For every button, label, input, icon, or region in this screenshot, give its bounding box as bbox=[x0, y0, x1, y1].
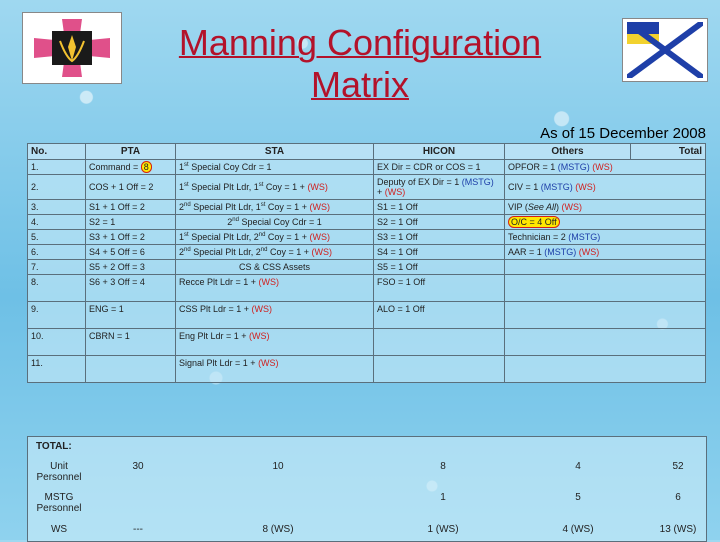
table-row bbox=[28, 260, 706, 275]
cell-others bbox=[505, 275, 706, 302]
cell-sta: 2nd Special Plt Ldr, 1st Coy = 1 + (WS) bbox=[176, 200, 374, 215]
cell-no: 7. bbox=[28, 260, 86, 275]
header-pta: PTA bbox=[86, 144, 176, 160]
unit-hicon-total: 8 bbox=[440, 461, 446, 472]
table-row bbox=[28, 245, 706, 260]
cell-no: 2. bbox=[28, 175, 86, 200]
table-row bbox=[28, 329, 706, 356]
table-row bbox=[28, 215, 706, 230]
cell-sta: CS & CSS Assets bbox=[176, 260, 374, 275]
cell-no: 6. bbox=[28, 245, 86, 260]
table-row bbox=[28, 160, 706, 175]
cell-hicon: S1 = 1 Off bbox=[374, 200, 505, 215]
cell-no: 5. bbox=[28, 230, 86, 245]
cell-no: 3. bbox=[28, 200, 86, 215]
cell-others: Technician = 2 (MSTG) bbox=[505, 230, 706, 245]
cell-hicon: S2 = 1 Off bbox=[374, 215, 505, 230]
manning-matrix-table bbox=[27, 143, 706, 383]
ws-pta-total: --- bbox=[133, 524, 143, 535]
cell-no: 1. bbox=[28, 160, 86, 175]
ws-others-total: 4 (WS) bbox=[562, 524, 594, 535]
cell-pta: S5 + 2 Off = 3 bbox=[86, 260, 176, 275]
header-row bbox=[28, 144, 706, 160]
cell-sta: 2nd Special Plt Ldr, 2nd Coy = 1 + (WS) bbox=[176, 245, 374, 260]
cell-pta: ENG = 1 bbox=[86, 302, 176, 329]
totals-label: TOTAL: bbox=[36, 441, 72, 452]
table-row bbox=[28, 175, 706, 200]
unit-personnel-label: Unit Personnel bbox=[36, 461, 82, 483]
cell-sta: 1st Special Plt Ldr, 1st Coy = 1 + (WS) bbox=[176, 175, 374, 200]
cell-pta: S2 = 1 bbox=[86, 215, 176, 230]
table-row bbox=[28, 200, 706, 215]
cell-hicon bbox=[374, 329, 505, 356]
cell-sta: Eng Plt Ldr = 1 + (WS) bbox=[176, 329, 374, 356]
header-hicon: HICON bbox=[374, 144, 505, 160]
cell-sta: CSS Plt Ldr = 1 + (WS) bbox=[176, 302, 374, 329]
table-row bbox=[28, 275, 706, 302]
ws-sta-total: 8 (WS) bbox=[262, 524, 294, 535]
cell-hicon: EX Dir = CDR or COS = 1 bbox=[374, 160, 505, 175]
cell-hicon bbox=[374, 356, 505, 383]
cell-no: 10. bbox=[28, 329, 86, 356]
cell-pta: S3 + 1 Off = 2 bbox=[86, 230, 176, 245]
header-no: No. bbox=[28, 144, 86, 160]
totals-section bbox=[27, 436, 707, 542]
cell-pta: S1 + 1 Off = 2 bbox=[86, 200, 176, 215]
cell-hicon: S5 = 1 Off bbox=[374, 260, 505, 275]
cell-sta: Recce Plt Ldr = 1 + (WS) bbox=[176, 275, 374, 302]
mstg-others-total: 5 bbox=[575, 492, 581, 503]
mstg-personnel-label: MSTG Personnel bbox=[36, 492, 82, 514]
header-sta: STA bbox=[176, 144, 374, 160]
mstg-grand-total: 6 bbox=[675, 492, 681, 503]
cell-others bbox=[505, 260, 706, 275]
unit-sta-total: 10 bbox=[272, 461, 284, 472]
cell-pta: S6 + 3 Off = 4 bbox=[86, 275, 176, 302]
cell-sta: 1st Special Plt Ldr, 2nd Coy = 1 + (WS) bbox=[176, 230, 374, 245]
unit-pta-total: 30 bbox=[132, 461, 144, 472]
cell-sta: Signal Plt Ldr = 1 + (WS) bbox=[176, 356, 374, 383]
cell-sta: 1st Special Coy Cdr = 1 bbox=[176, 160, 374, 175]
unit-grand-total: 52 bbox=[672, 461, 684, 472]
cell-hicon: S4 = 1 Off bbox=[374, 245, 505, 260]
ws-hicon-total: 1 (WS) bbox=[427, 524, 459, 535]
ws-label: WS bbox=[50, 524, 68, 535]
cell-no: 8. bbox=[28, 275, 86, 302]
cell-hicon: S3 = 1 Off bbox=[374, 230, 505, 245]
cell-pta: CBRN = 1 bbox=[86, 329, 176, 356]
table-row bbox=[28, 356, 706, 383]
cell-others bbox=[505, 302, 706, 329]
table-row bbox=[28, 302, 706, 329]
cell-others bbox=[505, 329, 706, 356]
cell-pta: COS + 1 Off = 2 bbox=[86, 175, 176, 200]
cell-others: AAR = 1 (MSTG) (WS) bbox=[505, 245, 706, 260]
header-total: Total bbox=[631, 144, 706, 160]
cell-no: 11. bbox=[28, 356, 86, 383]
as-of-date: As of 15 December 2008 bbox=[540, 125, 706, 142]
cell-others: O/C = 4 Off bbox=[505, 215, 706, 230]
unit-others-total: 4 bbox=[575, 461, 581, 472]
cell-others: CIV = 1 (MSTG) (WS) bbox=[505, 175, 706, 200]
cell-pta: Command = 8 bbox=[86, 160, 176, 175]
mstg-hicon-total: 1 bbox=[440, 492, 446, 503]
cell-others: VIP (See All) (WS) bbox=[505, 200, 706, 215]
page-title: Manning Configuration Matrix bbox=[178, 22, 542, 105]
table-row bbox=[28, 230, 706, 245]
cell-hicon: Deputy of EX Dir = 1 (MSTG) + (WS) bbox=[374, 175, 505, 200]
cell-sta: 2nd Special Coy Cdr = 1 bbox=[176, 215, 374, 230]
cell-pta bbox=[86, 356, 176, 383]
cell-no: 9. bbox=[28, 302, 86, 329]
ws-grand-total: 13 (WS) bbox=[659, 524, 697, 535]
cell-pta: S4 + 5 Off = 6 bbox=[86, 245, 176, 260]
cell-hicon: FSO = 1 Off bbox=[374, 275, 505, 302]
cell-others: OPFOR = 1 (MSTG) (WS) bbox=[505, 160, 706, 175]
cell-hicon: ALO = 1 Off bbox=[374, 302, 505, 329]
cell-no: 4. bbox=[28, 215, 86, 230]
header-others: Others bbox=[505, 144, 631, 160]
cell-others bbox=[505, 356, 706, 383]
